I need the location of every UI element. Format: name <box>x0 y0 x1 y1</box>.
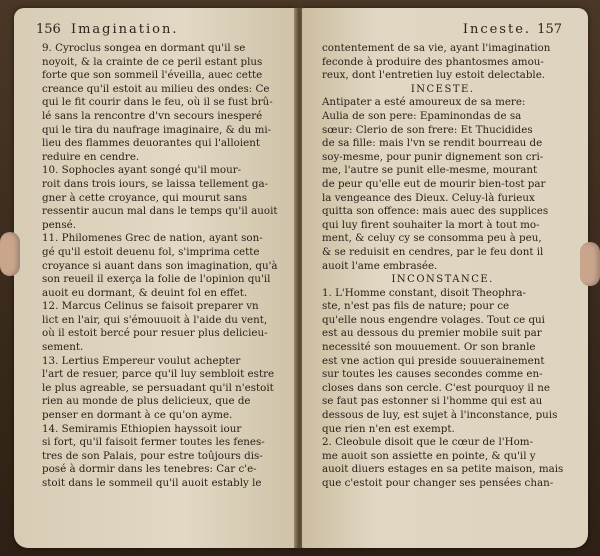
text-line: Antipater a esté amoureux de sa mere: <box>322 96 526 109</box>
text-line: si fort, qu'il faisoit fermer toutes les fenes- <box>42 436 265 449</box>
left-page-number: 156 <box>36 22 61 37</box>
text-line: reux, dont l'entretien luy estoit delectable. <box>322 69 546 82</box>
text-line: qui le fit courir dans le feu, où il se fust brû- <box>42 96 273 109</box>
text-line: 11. Philomenes Grec de nation, ayant son- <box>42 232 263 245</box>
text-line: contentement de sa vie, ayant l'imagination <box>322 42 551 54</box>
text-line: est au dessous du premier mobile suit par <box>322 327 542 340</box>
right-thumb <box>580 242 600 286</box>
text-line: Aulia de son pere: Epaminondas de sa <box>322 109 522 122</box>
left-body-text <box>42 42 278 491</box>
section-heading: INCESTE. <box>410 83 475 95</box>
right-page-number: 157 <box>537 22 562 37</box>
text-line: qu'elle nous engendre volages. Tout ce qui <box>322 313 545 326</box>
text-line: feconde à produire des phantosmes amou- <box>322 55 544 68</box>
text-line: est vne action qui preside souuerainement <box>322 354 545 367</box>
text-line: que rien n'en est exempt. <box>322 422 455 435</box>
text-line: la vengeance des Dieux. Celuy-là furieux <box>322 191 535 204</box>
text-line: de peur qu'elle eut de mourir bien-tost par <box>322 177 546 190</box>
text-line: closes dans son cercle. C'est pourquoy il ne <box>322 381 550 394</box>
text-line: qui luy firent souhaiter la mort à tout mo- <box>322 218 540 231</box>
right-page <box>302 8 588 548</box>
text-line: son reueil il exerça la folie de l'opinion qu'il <box>42 273 271 286</box>
text-line: 12. Marcus Celinus se faisoit preparer vn <box>42 300 259 313</box>
text-line: rien au monde de plus delicieux, que de <box>42 395 251 408</box>
left-running-head <box>36 22 179 37</box>
left-head-title: Imagination. <box>70 22 179 37</box>
text-line: 14. Semiramis Ethiopien hayssoit iour <box>42 422 242 435</box>
text-line: 1. L'Homme constant, disoit Theophra- <box>322 286 526 299</box>
text-line: creance qu'il estoit au milieu des ondes: Ce <box>42 82 270 95</box>
text-line: le plus agreable, se persuadant qu'il n'estoit <box>42 381 274 394</box>
right-head-title: Inceste. <box>462 22 532 37</box>
text-line: posé à dormir dans les tenebres: Car c'e- <box>42 463 257 476</box>
left-thumb <box>0 232 20 276</box>
text-line: ste, n'est pas fils de nature; pour ce <box>322 300 510 313</box>
left-page <box>14 8 296 548</box>
text-line: soy-mesme, pour punir dignement son cri- <box>322 150 544 163</box>
text-line: lieu des flammes deuorantes qui l'alloient <box>42 137 261 150</box>
text-line: dessous de luy, est sujet à l'inconstance, puis <box>322 409 558 422</box>
text-line: me auoit son assiette en pointe, & qu'il y <box>322 449 536 462</box>
text-line: 9. Cyroclus songea en dormant qu'il se <box>42 42 246 54</box>
text-line: reduire en cendre. <box>42 150 140 163</box>
text-line: auoit diuers estages en sa petite maison, mais <box>322 463 564 476</box>
text-line: 13. Lertius Empereur voulut achepter <box>42 354 241 367</box>
text-line: gé qu'il estoit deuenu fol, s'imprima cette <box>42 245 260 258</box>
text-line: 10. Sophocles ayant songé qu'il mour- <box>42 164 242 177</box>
text-line: ment, & celuy cy se consomma peu à peu, <box>322 232 542 245</box>
text-line: croyance si auant dans son imagination, qu'à <box>42 259 278 272</box>
text-line: tres de son Palais, pour estre toûjours dis- <box>42 449 263 462</box>
text-line: sur toutes les causes secondes comme en- <box>322 368 543 381</box>
text-line: gner à cette croyance, qui mourut sans <box>42 191 247 204</box>
text-line: me, l'autre se punit elle-mesme, mourant <box>322 164 538 177</box>
text-line: auoit eu dormant, & deuint fol en effet. <box>42 286 248 299</box>
text-line: lict en l'air, qui s'émouuoit à l'aide du vent, <box>42 313 268 326</box>
section-heading: INCONSTANCE. <box>391 274 494 286</box>
text-line: ressentir aucun mal dans le temps qu'il auoit <box>42 205 278 218</box>
text-line: stoit dans le sommeil qu'il auoit estably le <box>42 477 262 489</box>
right-running-head <box>463 22 566 37</box>
text-line: sœur: Clerio de son frere: Et Thucidides <box>322 123 533 136</box>
right-body-text <box>322 42 563 491</box>
text-line: quitta son offence: mais auec des supplices <box>322 205 549 218</box>
text-line: pensé. <box>42 218 76 231</box>
text-line: 2. Cleobule disoit que le cœur de l'Hom- <box>322 436 534 449</box>
text-line: l'art de resuer, parce qu'il luy sembloit estre <box>42 368 275 381</box>
text-line: auoit l'ame embrasée. <box>322 259 438 272</box>
text-line: que c'estoit pour changer ses pensées chan- <box>322 477 554 489</box>
text-line: où il estoit bercé pour resuer plus delicieu- <box>42 327 268 340</box>
text-line: roit dans trois iours, se laissa tellement ga- <box>42 177 269 190</box>
text-line: & se reduisit en cendres, par le feu dont il <box>322 245 544 258</box>
text-line: de sa fille: mais l'vn se rendit bourreau de <box>322 137 543 150</box>
text-line: necessité son mouuement. Or son branle <box>322 341 536 354</box>
text-line: penser en dormant à ce qu'on ayme. <box>42 409 233 422</box>
text-line: noyoit, & la crainte de ce peril estant plus <box>42 55 263 68</box>
text-line: forte que son sommeil l'éveilla, auec cette <box>42 69 263 82</box>
text-line: se faut pas estonner si l'homme qui est au <box>322 395 543 408</box>
text-line: lé sans la rencontre d'vn secours inesperé <box>42 109 263 122</box>
text-line: sement. <box>42 341 84 354</box>
text-line: qui le tira du naufrage imaginaire, & du mi- <box>42 123 272 136</box>
